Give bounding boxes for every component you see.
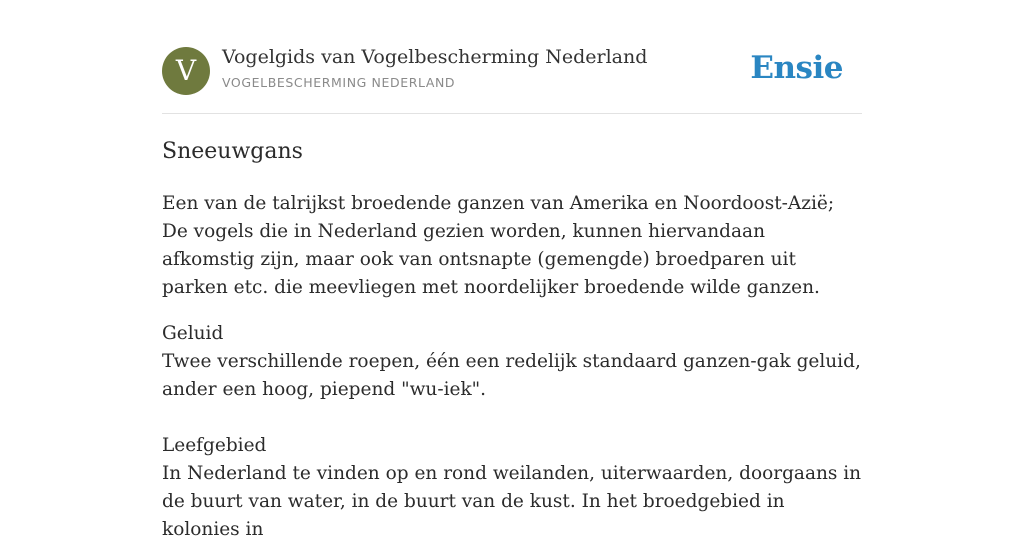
header <box>162 0 862 114</box>
section-heading: Leefgebied <box>162 435 267 456</box>
section-leefgebied <box>162 432 862 544</box>
section-spacer <box>162 404 862 432</box>
section-text: In Nederland te vinden op en rond weilanden, uiterwaarden, doorgaans in de buurt van water, in de buurt van de kust. In het broedgebied in kolonies in <box>162 463 862 540</box>
ensie-logo[interactable]: Ensie <box>750 50 843 86</box>
source-subtitle[interactable]: VOGELBESCHERMING NEDERLAND <box>222 75 456 90</box>
entry-content <box>162 190 862 544</box>
entry-title: Sneeuwgans <box>162 139 303 164</box>
section-text: Twee verschillende roepen, één een redelijk standaard ganzen-gak geluid, ander een hoog, piepend "wu-iek". <box>162 351 861 400</box>
section-heading: Geluid <box>162 323 224 344</box>
section-geluid <box>162 320 862 404</box>
source-avatar[interactable]: V <box>162 47 210 95</box>
entry-intro: Een van de talrijkst broedende ganzen van Amerika en Noordoost-Azië; De vogels die in Nederland gezien worden, kunnen hiervandaan afkomstig zijn, maar ook van ontsnapte (gemengde) broedparen uit parken etc. die meevliegen met noordelijker broedende wilde ganzen. <box>162 193 835 298</box>
page-container <box>162 0 862 540</box>
source-title[interactable]: Vogelgids van Vogelbescherming Nederland <box>222 46 648 68</box>
